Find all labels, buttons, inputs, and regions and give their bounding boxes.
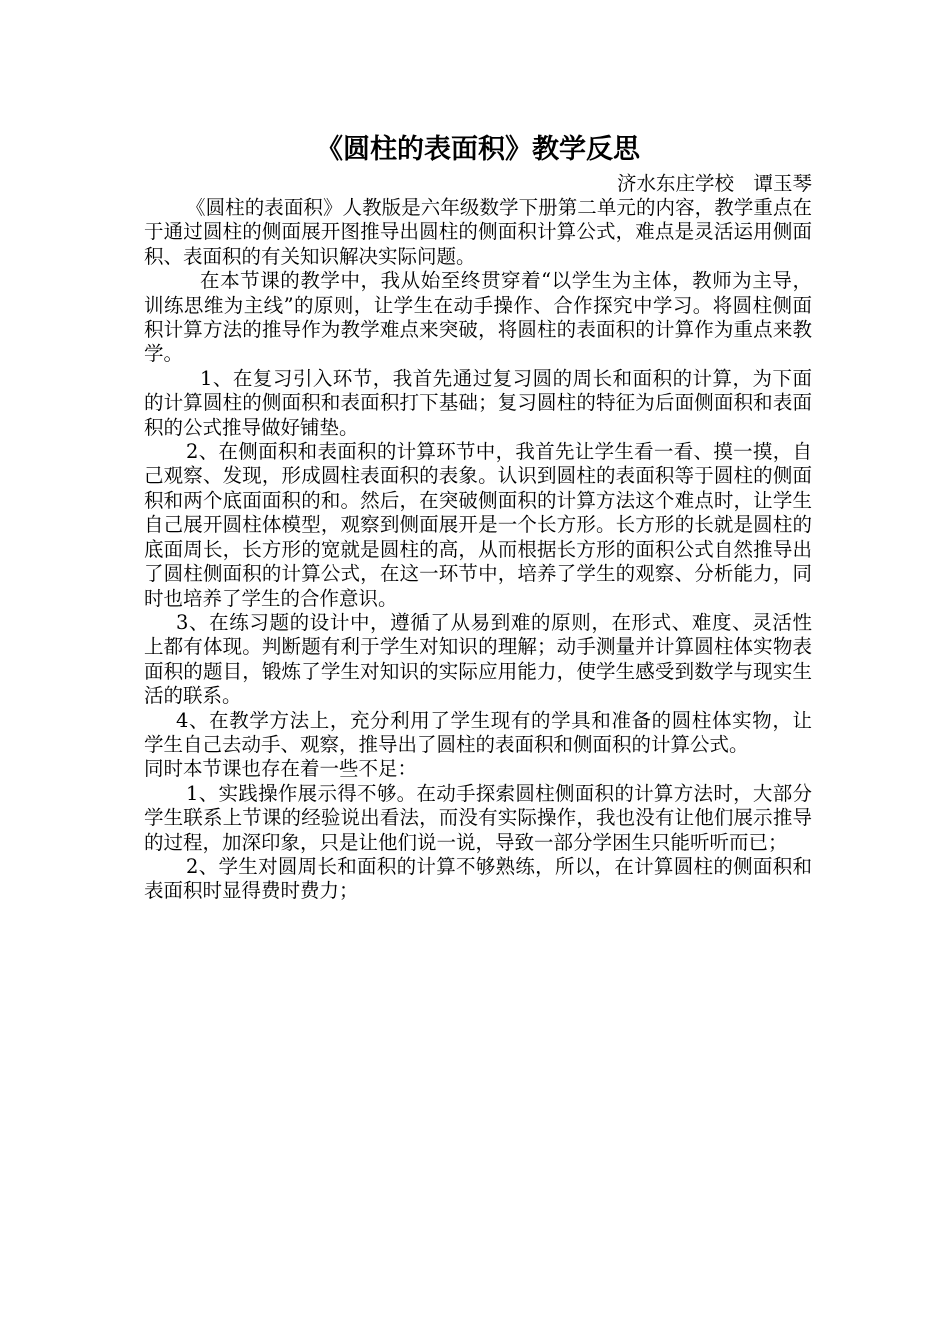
paragraph-shortcomings-heading: 同时本节课也存在着一些不足： [144,757,418,781]
paragraph-point-3: 3、在练习题的设计中，遵循了从易到难的原则，在形式、难度、灵活性上都有体现。判断题有利于学生对知识的理解；动手测量并计算圆柱体实物表面积的题目，锻炼了学生对知识的实际应用能力，使学生感受到数学与现实生活的联系。 [144,610,812,708]
paragraph-point-4: 4、在教学方法上，充分利用了学生现有的学具和准备的圆柱体实物，让学生自己去动手、观察，推导出了圆柱的表面积和侧面积的计算公式。 [144,708,812,756]
paragraph-intro: 《圆柱的表面积》人教版是六年级数学下册第二单元的内容，教学重点在于通过圆柱的侧面展开图推导出圆柱的侧面积计算公式，难点是灵活运用侧面积、表面积的有关知识解决实际问题。 [144,196,812,268]
document-title: 《圆柱的表面积》教学反思 [316,134,640,165]
paragraph-point-1: 1、在复习引入环节，我首先通过复习圆的周长和面积的计算，为下面的计算圆柱的侧面积和表面积打下基础；复习圆柱的特征为后面侧面积和表面积的公式推导做好铺垫。 [144,366,812,439]
document-page [144,128,812,904]
paragraph-shortcoming-1: 1、实践操作展示得不够。在动手探索圆柱侧面积的计算方法时，大部分学生联系上节课的经验说出看法，而没有实际操作，我也没有让他们展示推导的过程，加深印象，只是让他们说一说，导致一部分学困生只能听听而已； [144,781,812,854]
paragraph-principle: 在本节课的教学中，我从始至终贯穿着“以学生为主体，教师为主导，训练思维为主线”的原则，让学生在动手操作、合作探究中学习。将圆柱侧面积计算方法的推导作为教学难点来突破，将圆柱的表面积的计算作为重点来教学。 [144,269,812,366]
paragraph-point-2: 2、在侧面积和表面积的计算环节中，我首先让学生看一看、摸一摸，自己观察、发现，形成圆柱表面积的表象。认识到圆柱的表面积等于圆柱的侧面积和两个底面面积的和。然后，在突破侧面积的计算方法这个难点时，让学生自己展开圆柱体模型，观察到侧面展开是一个长方形。长方形的长就是圆柱的底面周长，长方形的宽就是圆柱的高，从而根据长方形的面积公式自然推导出了圆柱侧面积的计算公式，在这一环节中，培养了学生的观察、分析能力，同时也培养了学生的合作意识。 [144,440,812,610]
document-author: 济水东庄学校 谭玉琴 [616,172,812,195]
paragraph-shortcoming-2: 2、学生对圆周长和面积的计算不够熟练，所以，在计算圆柱的侧面积和表面积时显得费时费力； [144,854,812,903]
